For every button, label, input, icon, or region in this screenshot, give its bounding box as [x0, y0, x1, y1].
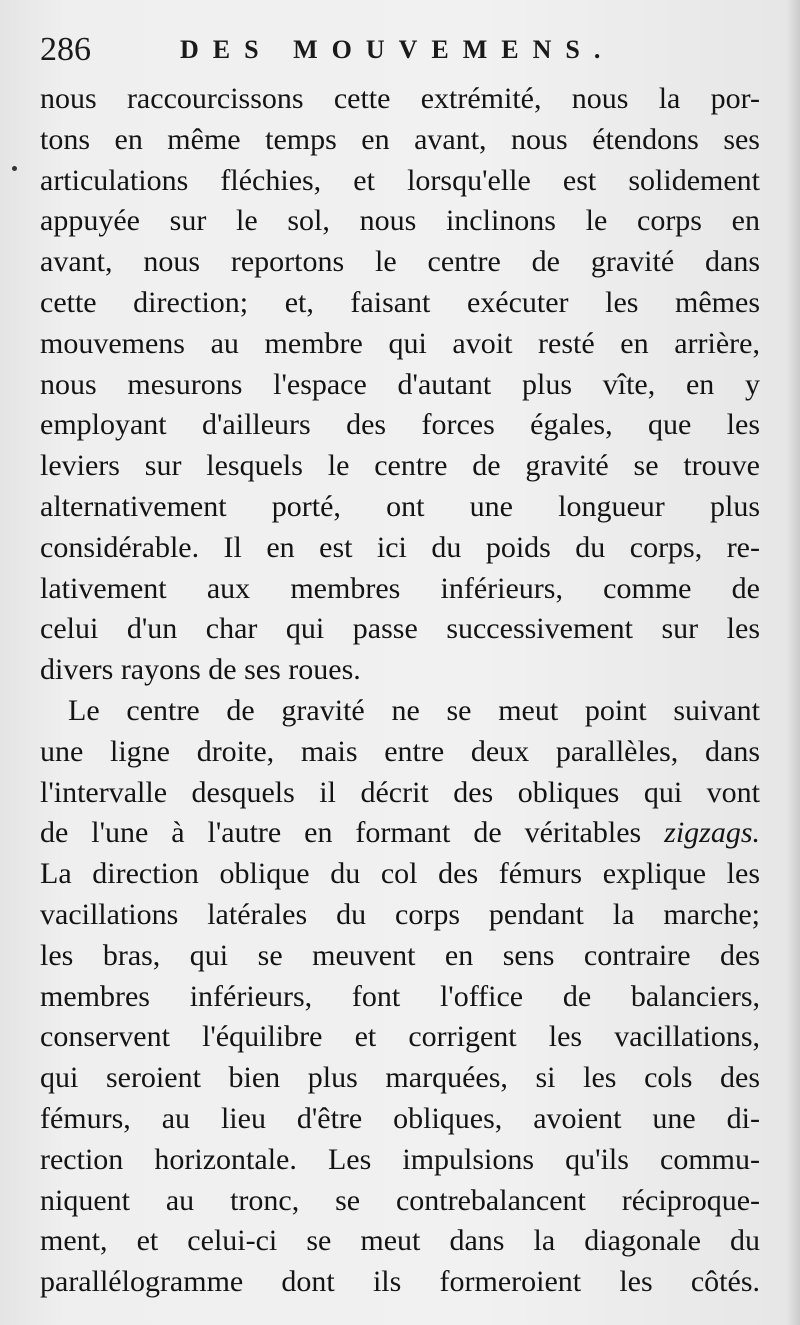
text-line: l'intervalle desquels il décrit des obliques qui vont	[40, 775, 760, 809]
italic-word: zigzags.	[664, 816, 760, 850]
text-line: les bras, qui se meuvent en sens contraire des	[40, 938, 760, 972]
text-line: mouvemens au membre qui avoit resté en arrière,	[40, 326, 760, 360]
page-number: 286	[40, 31, 91, 68]
text-line: La direction oblique du col des fémurs explique les	[40, 857, 760, 891]
body-text	[40, 79, 760, 1303]
text-line: alternativement porté, ont une longueur plus	[40, 489, 760, 523]
text-line: fémurs, au lieu d'être obliques, avoient une di-	[40, 1101, 760, 1135]
text-line: avant, nous reportons le centre de gravité dans	[40, 245, 760, 279]
text-line: considérable. Il en est ici du poids du corps, re-	[40, 530, 760, 564]
text-line: divers rayons de ses roues.	[40, 653, 361, 687]
text-line: employant d'ailleurs des forces égales, que les	[40, 408, 760, 442]
text-line: niquent au tronc, se contrebalancent réciproque-	[40, 1183, 760, 1217]
text-line: appuyée sur le sol, nous inclinons le corps en	[40, 204, 760, 238]
text-line: conservent l'équilibre et corrigent les vacillations,	[40, 1020, 760, 1054]
text-line: leviers sur lesquels le centre de gravité se trouve	[40, 449, 760, 483]
text-line: ment, et celui-ci se meut dans la diagonale du	[40, 1224, 760, 1258]
text-line: articulations fléchies, et lorsqu'elle est solidement	[40, 163, 760, 197]
text-line: qui seroient bien plus marquées, si les cols des	[40, 1061, 760, 1095]
text-line: vacillations latérales du corps pendant la marche;	[40, 897, 760, 931]
text-line: cette direction; et, faisant exécuter les mêmes	[40, 285, 760, 319]
margin-mark	[12, 166, 17, 171]
text-line: rection horizontale. Les impulsions qu'ils commu-	[40, 1142, 760, 1176]
text-line-with-italic	[40, 813, 760, 854]
text-line: membres inférieurs, font l'office de balanciers,	[40, 979, 760, 1013]
text-line: Le centre de gravité ne se meut point suivant	[68, 693, 760, 727]
text-line: nous mesurons l'espace d'autant plus vîte, en y	[40, 367, 760, 401]
text-segment: de l'une à l'autre en formant de véritables	[40, 816, 642, 850]
text-line: une ligne droite, mais entre deux parallèles, dans	[40, 734, 760, 768]
text-line: tons en même temps en avant, nous étendons ses	[40, 122, 760, 156]
text-line: nous raccourcissons cette extrémité, nous la por-	[40, 82, 760, 115]
running-title: DES MOUVEMENS.	[180, 35, 615, 64]
running-head	[40, 28, 760, 72]
text-line: parallélogramme dont ils formeroient les côtés.	[40, 1265, 760, 1299]
text-line: lativement aux membres inférieurs, comme de	[40, 571, 760, 605]
text-line: celui d'un char qui passe successivement sur les	[40, 612, 760, 646]
